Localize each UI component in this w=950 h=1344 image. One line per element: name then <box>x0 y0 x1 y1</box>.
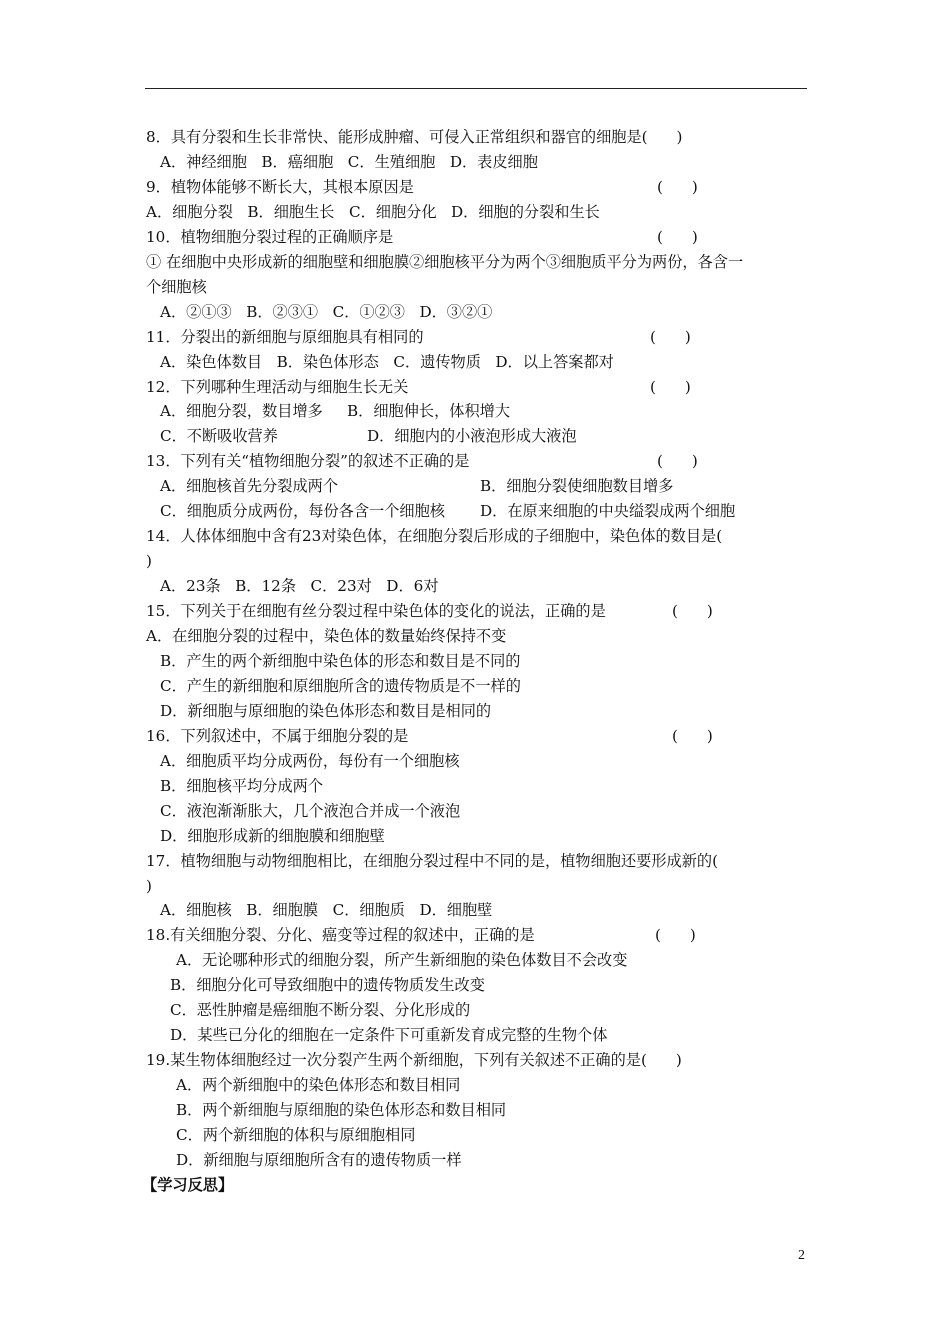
text-line <box>146 524 722 548</box>
text-line <box>170 973 485 997</box>
text-line <box>176 1073 460 1097</box>
text-line <box>146 724 713 748</box>
text-line <box>146 325 691 349</box>
line-text: B．细胞核平均分成两个 <box>160 776 324 795</box>
line-text: A．无论哪种形式的细胞分裂，所产生新细胞的染色体数目不会改变 <box>176 951 628 970</box>
answer-blank: ( ) <box>655 926 696 945</box>
text-line <box>146 599 713 623</box>
line-text: B．产生的两个新细胞中染色体的形态和数目是不同的 <box>160 651 521 670</box>
text-line <box>176 1123 415 1147</box>
line-text: 16．下列叙述中，不属于细胞分裂的是 <box>146 726 409 745</box>
page-number: 2 <box>798 1248 805 1263</box>
line-text: A．两个新细胞中的染色体形态和数目相同 <box>176 1076 461 1095</box>
text-line <box>146 200 600 224</box>
line-text: A．细胞分裂，数目增多 B．细胞伸长，体积增大 <box>160 402 511 421</box>
line-text: A．细胞分裂 B．细胞生长 C．细胞分化 D．细胞的分裂和生长 <box>146 202 600 221</box>
answer-blank: ( ) <box>650 377 691 396</box>
text-line <box>160 150 538 174</box>
text-line <box>146 275 207 299</box>
text-line <box>146 375 691 399</box>
text-line <box>176 1148 462 1172</box>
answer-blank: ( ) <box>657 227 698 246</box>
line-option-right: D．细胞内的小液泡形成大液泡 <box>367 427 577 446</box>
line-text: C．产生的新细胞和原细胞所含的遗传物质是不一样的 <box>160 676 521 695</box>
text-line <box>160 898 492 922</box>
line-text: 14．人体体细胞中含有23对染色体，在细胞分裂后形成的子细胞中，染色体的数目是( <box>146 527 723 546</box>
text-line <box>160 300 492 324</box>
text-line <box>146 923 696 947</box>
answer-blank: ( ) <box>672 602 713 621</box>
line-text: 15．下列关于在细胞有丝分裂过程中染色体的变化的说法，正确的是 <box>146 602 606 621</box>
text-line <box>176 1098 506 1122</box>
text-line <box>160 574 439 598</box>
text-line <box>146 624 506 648</box>
line-text: 13．下列有关“植物细胞分裂”的叙述不正确的是 <box>146 452 470 471</box>
answer-blank: ( ) <box>650 327 691 346</box>
text-line <box>146 849 718 873</box>
line-text: 19.某生物体细胞经过一次分裂产生两个新细胞，下列有关叙述不正确的是( ) <box>146 1051 682 1070</box>
line-text: 18.有关细胞分裂、分化、癌变等过程的叙述中，正确的是 <box>146 926 535 945</box>
text-line <box>146 250 743 274</box>
line-text: 12．下列哪种生理活动与细胞生长无关 <box>146 377 409 396</box>
line-text: D．新细胞与原细胞所含有的遗传物质一样 <box>176 1150 462 1169</box>
text-line <box>160 350 614 374</box>
line-text: C．恶性肿瘤是癌细胞不断分裂、分化形成的 <box>170 1001 471 1020</box>
line-option-right: B．细胞分裂使细胞数目增多 <box>480 477 674 496</box>
text-line <box>142 1173 233 1197</box>
text-line <box>160 699 491 723</box>
answer-blank: ( ) <box>672 726 713 745</box>
line-text: A．细胞核 B．细胞膜 C．细胞质 D．细胞壁 <box>160 901 493 920</box>
line-text: 8．具有分裂和生长非常快、能形成肿瘤、可侵入正常组织和器官的细胞是( ) <box>146 128 683 146</box>
line-text: 9．植物体能够不断长大，其根本原因是 <box>146 177 414 196</box>
line-text: C．细胞质分成两份，每份各含一个细胞核 <box>160 502 445 521</box>
text-line <box>146 225 698 249</box>
line-text: C．液泡渐渐胀大，几个液泡合并成一个液泡 <box>160 801 461 820</box>
header-rule <box>145 88 807 89</box>
line-text: B．细胞分化可导致细胞中的遗传物质发生改变 <box>170 976 485 995</box>
line-text: C．不断吸收营养 <box>160 427 278 446</box>
text-line <box>146 874 152 898</box>
text-line <box>160 399 510 423</box>
line-text: B．两个新细胞与原细胞的染色体形态和数目相同 <box>176 1101 507 1120</box>
line-text: D．新细胞与原细胞的染色体形态和数目是相同的 <box>160 701 492 720</box>
text-line <box>160 424 577 448</box>
text-line <box>146 175 698 199</box>
text-line <box>146 1048 682 1072</box>
line-text: ① 在细胞中央形成新的细胞壁和细胞膜②细胞核平分为两个③细胞质平分为两份，各含一 <box>146 252 744 271</box>
line-text: C．两个新细胞的体积与原细胞相同 <box>176 1126 416 1144</box>
text-line <box>170 1023 607 1047</box>
line-text: A．染色体数目 B．染色体形态 C．遗传物质 D．以上答案都对 <box>160 352 614 371</box>
line-text: ) <box>146 876 152 895</box>
text-line <box>146 125 682 149</box>
text-line <box>160 799 460 823</box>
line-text: 10．植物细胞分裂过程的正确顺序是 <box>146 227 394 246</box>
line-text: 【学习反思】 <box>142 1175 234 1194</box>
text-line <box>176 948 627 972</box>
line-text: D．某些已分化的细胞在一定条件下可重新发育成完整的生物个体 <box>170 1026 608 1045</box>
text-line <box>170 998 470 1022</box>
line-text: A．②①③ B．②③① C．①②③ D．③②① <box>160 302 493 321</box>
text-line <box>146 549 152 573</box>
line-text: A．23条 B．12条 C．23对 D．6对 <box>160 577 439 596</box>
line-text: D．细胞形成新的细胞膜和细胞壁 <box>160 826 385 845</box>
text-line <box>160 749 460 773</box>
text-line <box>160 474 674 498</box>
text-line <box>160 674 521 698</box>
text-line <box>160 649 520 673</box>
text-line <box>160 499 736 523</box>
text-line <box>160 824 385 848</box>
line-text: ) <box>146 552 152 571</box>
line-text: A．在细胞分裂的过程中，染色体的数量始终保持不变 <box>146 627 507 645</box>
line-text: 个细胞核 <box>146 277 207 296</box>
line-text: A．细胞质平均分成两份，每份有一个细胞核 <box>160 751 460 770</box>
line-option-right: D．在原来细胞的中央缢裂成两个细胞 <box>480 502 736 521</box>
line-text: 17．植物细胞与动物细胞相比，在细胞分裂过程中不同的是，植物细胞还要形成新的( <box>146 851 719 870</box>
answer-blank: ( ) <box>657 452 698 471</box>
line-text: A．细胞核首先分裂成两个 <box>160 477 339 496</box>
text-line <box>160 774 323 798</box>
line-text: A．神经细胞 B．癌细胞 C．生殖细胞 D．表皮细胞 <box>160 152 538 171</box>
answer-blank: ( ) <box>657 177 698 196</box>
text-line <box>146 449 698 473</box>
line-text: 11．分裂出的新细胞与原细胞具有相同的 <box>146 327 424 346</box>
